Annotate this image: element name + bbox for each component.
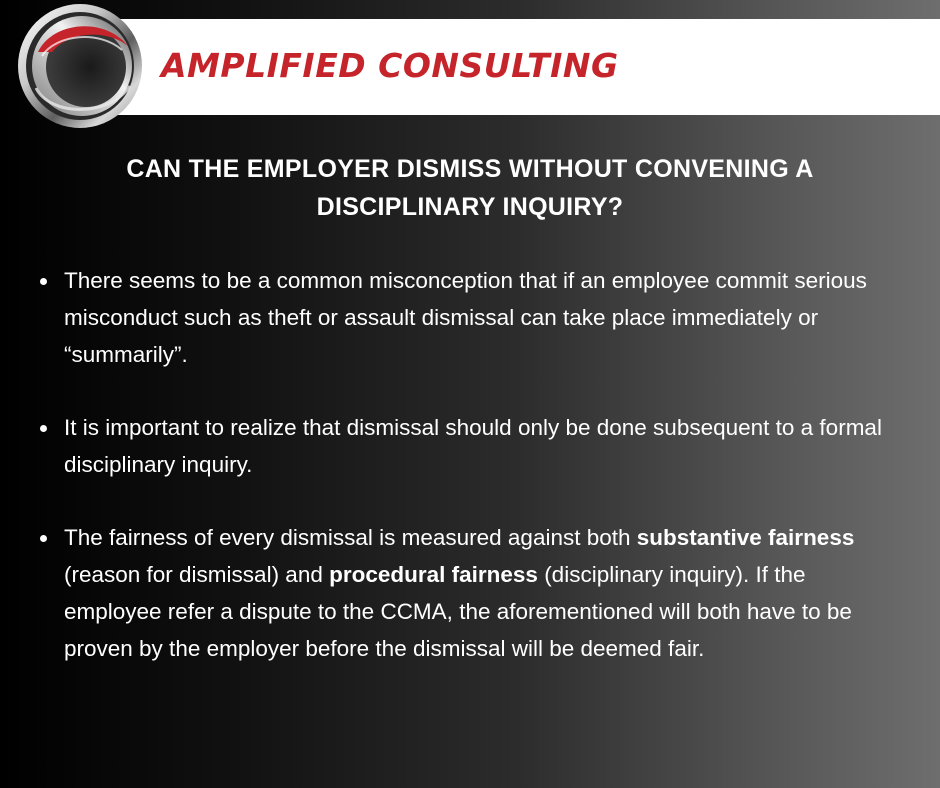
headline-line-1: CAN THE EMPLOYER DISMISS WITHOUT CONVENING A (126, 155, 814, 183)
bullet-text: It is important to realize that dismissal should only be done subsequent to a formal disciplinary inquiry. (64, 415, 882, 477)
emphasis-procedural-fairness: procedural fairness (329, 562, 538, 587)
bullet-dot-icon (40, 425, 47, 432)
headline-line-2: DISCIPLINARY INQUIRY? (316, 193, 624, 221)
bullet-list (40, 262, 890, 703)
bullet-text-part: (reason for dismissal) and (64, 562, 330, 587)
page-headline (40, 150, 900, 226)
bullet-dot-icon (40, 535, 47, 542)
brand-name: AMPLIFIED CONSULTING (161, 46, 619, 85)
bullet-text (64, 519, 890, 667)
bullet-formal-inquiry (40, 409, 890, 483)
bullet-misconception (40, 262, 890, 373)
bullet-dot-icon (40, 278, 47, 285)
emphasis-substantive-fairness: substantive fairness (636, 525, 855, 550)
bullet-text: There seems to be a common misconception that if an employee commit serious misconduct such as theft or assault dismissal can take place immediately or “summarily”. (64, 268, 867, 367)
bullet-text-part: (disciplinary inquiry). If the employee refer a dispute to the CCMA, the aforementioned will both have to be proven by the employer before the dismissal will be deemed fair. (64, 562, 852, 661)
bullet-fairness (40, 519, 890, 667)
chrome-ring-logo-icon (12, 0, 148, 132)
bullet-text-part: The fairness of every dismissal is measured against both (64, 525, 637, 550)
